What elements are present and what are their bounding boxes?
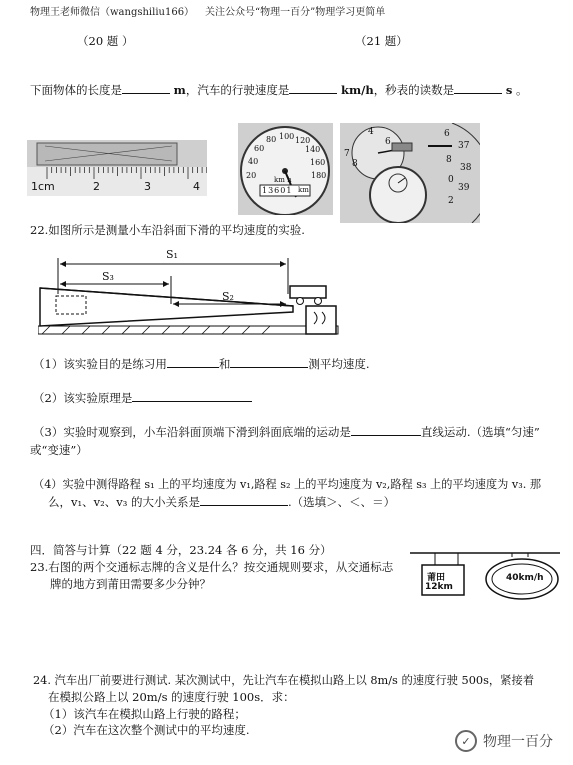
p3-b: 直线运动.（选填“匀速”	[420, 425, 540, 439]
speed-40: 40	[248, 157, 259, 166]
q21-label: （21 题）	[355, 34, 408, 48]
sign-speed-limit: 40km/h	[506, 573, 544, 583]
q24-line2: 在模拟公路上以 20m/s 的速度行驶 100s．求：	[48, 690, 295, 704]
p2-text: （2）该实验原理是	[33, 391, 133, 405]
q24-line3: （1）该汽车在模拟山路上行驶的路程；	[43, 707, 246, 721]
ruler-tick-3: 4	[193, 180, 200, 193]
watermark-text: 物理一百分	[483, 734, 553, 750]
section4-title: 四．简答与计算（22 题 4 分，23.24 各 6 分，共 16 分）	[30, 543, 332, 557]
tool2-blank[interactable]	[230, 355, 308, 368]
unit-kmh: km/h	[340, 83, 374, 97]
q22-title: 22.如图所示是测量小车沿斜面下滑的平均速度的实验.	[30, 223, 305, 237]
q22-p3	[33, 423, 540, 440]
q22-p4-line2	[48, 493, 395, 510]
scale-0: 0	[448, 175, 454, 185]
stopwatch-illustration	[340, 123, 480, 223]
p1-c: 测平均速度.	[308, 357, 370, 371]
speed-unit: km h	[274, 176, 292, 184]
speed-80: 80	[266, 135, 277, 144]
scale-38: 38	[460, 163, 472, 173]
stopwatch-7: 7	[344, 149, 350, 159]
speed-20: 20	[246, 171, 257, 180]
relation-blank[interactable]	[200, 493, 288, 506]
label-s2: S₂	[222, 290, 234, 303]
stopwatch-blank[interactable]	[454, 81, 502, 94]
tool1-blank[interactable]	[167, 355, 219, 368]
sign-distance: 12km	[425, 582, 453, 592]
unit-m: m	[173, 83, 186, 97]
q20-sentence	[30, 81, 527, 98]
p1-a: （1）该实验目的是练习用	[33, 357, 167, 371]
q22-p1	[33, 355, 369, 372]
sentence-b: ，汽车的行驶速度是	[185, 83, 290, 97]
q22-p4-line1: （4）实验中测得路程 s₁ 上的平均速度为 v₁,路程 s₂ 上的平均速度为 v₂,路程 s₃ 上的平均速度为 v₃. 那	[33, 478, 542, 491]
p1-b: 和	[218, 357, 231, 371]
ruler-tick-2: 3	[144, 180, 151, 193]
unit-s: s	[505, 83, 513, 97]
p3-a: （3）实验时观察到，小车沿斜面顶端下滑到斜面底端的运动是	[33, 425, 351, 439]
sentence-a: 下面物体的长度是	[30, 83, 122, 97]
speed-blank[interactable]	[289, 81, 337, 94]
principle-blank[interactable]	[132, 389, 252, 402]
header-account: 关注公众号“物理一百分”物理学习更简单	[205, 7, 386, 18]
scale-6: 6	[444, 129, 450, 139]
label-s1: S₁	[166, 248, 178, 261]
speed-120: 120	[295, 136, 311, 145]
watermark-logo	[455, 727, 565, 755]
length-blank[interactable]	[122, 81, 170, 94]
scale-37: 37	[458, 141, 470, 151]
incline-diagram	[38, 246, 348, 338]
header-teacher: 物理王老师微信（wangshiliu166）	[30, 7, 195, 18]
q22-p2	[33, 389, 252, 406]
q23-line1: 23.右图的两个交通标志牌的含义是什么？按交通规则要求，从交通标志	[30, 560, 394, 574]
motion-blank[interactable]	[351, 423, 421, 436]
sentence-c: ，秒表的读数是	[373, 83, 455, 97]
ruler-photo	[27, 140, 207, 196]
ruler-tick-1: 2	[93, 180, 100, 193]
stopwatch-8: 8	[352, 159, 358, 169]
odometer-unit: km	[298, 186, 309, 194]
speed-100: 100	[279, 132, 295, 141]
speed-140: 140	[305, 145, 321, 154]
q22-p3-line2: 或“变速”）	[30, 443, 88, 457]
scale-39: 39	[458, 183, 470, 193]
stopwatch-4: 4	[368, 127, 374, 137]
label-s3: S₃	[102, 270, 114, 283]
scale-2: 2	[448, 196, 454, 206]
wechat-icon: ✓	[455, 730, 477, 752]
speed-60: 60	[254, 144, 265, 153]
sentence-end: 。	[515, 83, 528, 97]
ruler-tick-0: 1cm	[31, 180, 55, 193]
q24-line1: 24. 汽车出厂前要进行测试. 某次测试中，先让汽车在模拟山路上以 8m/s 的速度行驶 500s，紧接着	[33, 674, 535, 687]
scale-8: 8	[446, 155, 452, 165]
speed-180: 180	[311, 171, 327, 180]
q20-label: （20 题 ）	[77, 34, 134, 48]
p4-c: .（选填＞、＜、＝）	[287, 495, 396, 509]
sign-place: 莆田	[427, 573, 446, 583]
stopwatch-photo	[340, 123, 480, 223]
speed-160: 160	[310, 158, 326, 167]
speedometer-photo	[238, 123, 333, 215]
q23-line2: 牌的地方到莆田需要多少分钟？	[50, 577, 211, 591]
p4-b: 么，v₁、v₂、v₃ 的大小关系是	[48, 495, 200, 509]
q24-line4: （2）汽车在这次整个测试中的平均速度.	[43, 723, 250, 737]
odometer: 13601	[262, 186, 293, 195]
stopwatch-6: 6	[385, 137, 391, 147]
